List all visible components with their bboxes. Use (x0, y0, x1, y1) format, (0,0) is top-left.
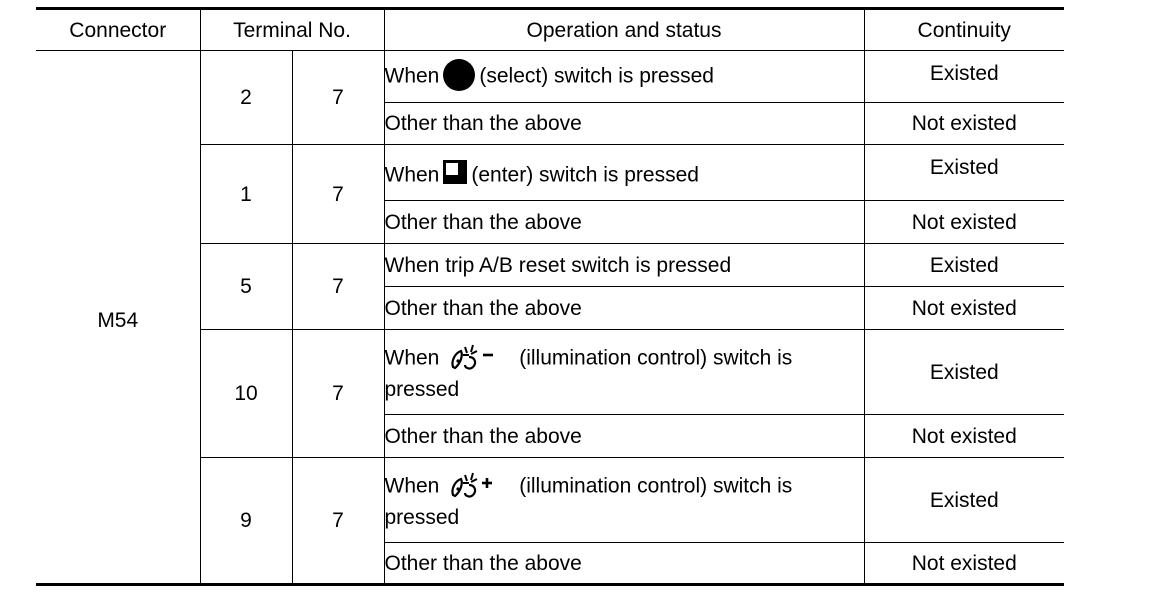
operation-suffix: (select) switch is pressed (479, 64, 714, 88)
continuity-cell: Not existed (864, 543, 1064, 585)
enter-square-icon (443, 160, 467, 184)
continuity-cell: Existed (864, 330, 1064, 415)
operation-suffix: (illumination control) switch is pressed (384, 474, 793, 529)
terminal-a-cell: 1 (200, 145, 292, 244)
header-continuity: Continuity (864, 9, 1064, 51)
operation-cell (384, 330, 864, 415)
operation-cell (384, 458, 864, 543)
operation-prefix: When (384, 64, 440, 88)
header-terminal: Terminal No. (200, 9, 384, 51)
terminal-b-cell: 7 (292, 51, 384, 145)
operation-cell: Other than the above (384, 287, 864, 330)
continuity-cell: Not existed (864, 287, 1064, 330)
continuity-cell: Not existed (864, 415, 1064, 458)
terminal-b-cell: 7 (292, 458, 384, 585)
table-row (36, 51, 1064, 103)
operation-cell: Other than the above (384, 415, 864, 458)
connector-cell: M54 (36, 51, 200, 585)
header-connector: Connector (36, 9, 200, 51)
terminal-b-cell: 7 (292, 330, 384, 458)
select-circle-icon (443, 59, 475, 91)
terminal-a-cell: 2 (200, 51, 292, 145)
operation-suffix: (enter) switch is pressed (471, 163, 699, 187)
terminal-b-cell: 7 (292, 244, 384, 330)
continuity-cell: Existed (864, 458, 1064, 543)
continuity-cell: Not existed (864, 201, 1064, 244)
operation-suffix: (illumination control) switch is pressed (384, 346, 793, 401)
operation-cell: Other than the above (384, 201, 864, 244)
operation-cell (384, 51, 864, 103)
operation-cell: Other than the above (384, 103, 864, 145)
terminal-a-cell: 10 (200, 330, 292, 458)
continuity-cell: Not existed (864, 103, 1064, 145)
illumination-plus-icon (449, 471, 513, 499)
header-operation: Operation and status (384, 9, 864, 51)
continuity-table (36, 7, 1064, 586)
operation-prefix: When (384, 163, 440, 187)
continuity-cell: Existed (864, 145, 1064, 201)
continuity-cell: Existed (864, 51, 1064, 103)
terminal-a-cell: 5 (200, 244, 292, 330)
terminal-b-cell: 7 (292, 145, 384, 244)
operation-prefix: When (384, 474, 440, 498)
terminal-a-cell: 9 (200, 458, 292, 585)
header-row (36, 9, 1064, 51)
illumination-minus-icon (449, 343, 513, 371)
operation-cell (384, 145, 864, 201)
operation-prefix: When (384, 346, 440, 370)
continuity-cell: Existed (864, 244, 1064, 287)
operation-cell: Other than the above (384, 543, 864, 585)
operation-cell: When trip A/B reset switch is pressed (384, 244, 864, 287)
